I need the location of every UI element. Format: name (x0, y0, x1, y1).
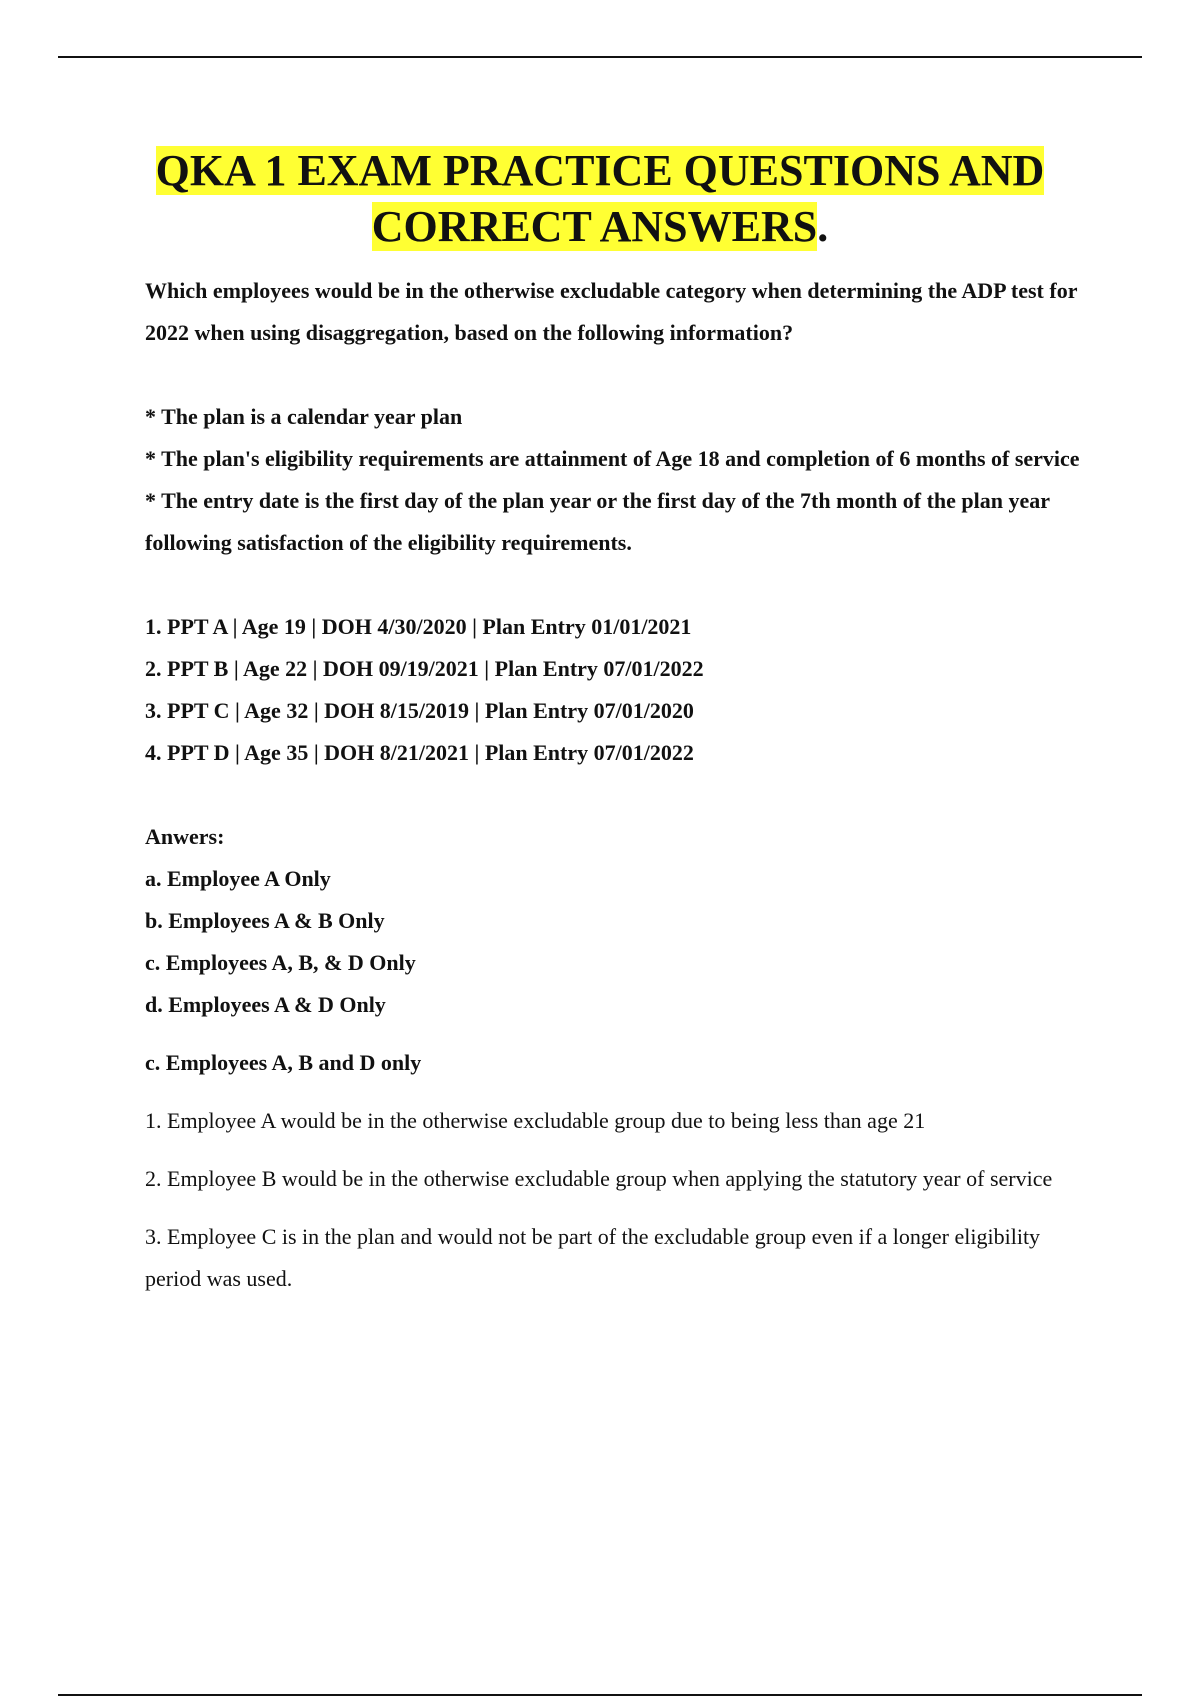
correct-answer: c. Employees A, B and D only (145, 1050, 422, 1075)
spacer (145, 1200, 1085, 1216)
answer-option: d. Employees A & D Only (145, 992, 386, 1017)
title-line-1: QKA 1 EXAM PRACTICE QUESTIONS AND (155, 146, 1045, 195)
title-period: . (817, 202, 829, 251)
explanation-item: 1. Employee A would be in the otherwise excludable group due to being less than age 21 (145, 1108, 926, 1133)
spacer (145, 1084, 1085, 1100)
participant-item: 1. PPT A | Age 19 | DOH 4/30/2020 | Plan Entry 01/01/2021 (145, 614, 692, 639)
condition-item: * The plan's eligibility requirements are attainment of Age 18 and completion of 6 months of service (145, 446, 1080, 471)
answer-option: c. Employees A, B, & D Only (145, 950, 416, 975)
answers-label: Anwers: (145, 824, 225, 849)
condition-item: * The plan is a calendar year plan (145, 404, 463, 429)
spacer (145, 1026, 1085, 1042)
spacer (145, 354, 1085, 396)
page-title (0, 143, 1200, 255)
spacer (145, 774, 1085, 816)
title-line-2: CORRECT ANSWERS (371, 202, 818, 251)
top-rule (58, 56, 1142, 58)
answer-option: b. Employees A & B Only (145, 908, 385, 933)
bottom-rule (58, 1694, 1142, 1696)
participant-item: 2. PPT B | Age 22 | DOH 09/19/2021 | Plan Entry 07/01/2022 (145, 656, 704, 681)
condition-item: * The entry date is the first day of the plan year or the first day of the 7th month of the plan year following satisfaction of the eligibility requirements. (145, 488, 1050, 555)
document-body (145, 270, 1085, 1300)
spacer (145, 564, 1085, 606)
explanation-item: 3. Employee C is in the plan and would not be part of the excludable group even if a longer eligibility period was used. (145, 1224, 1041, 1291)
answer-option: a. Employee A Only (145, 866, 331, 891)
participant-item: 3. PPT C | Age 32 | DOH 8/15/2019 | Plan Entry 07/01/2020 (145, 698, 694, 723)
explanation-item: 2. Employee B would be in the otherwise excludable group when applying the statutory year of service (145, 1166, 1053, 1191)
participant-item: 4. PPT D | Age 35 | DOH 8/21/2021 | Plan Entry 07/01/2022 (145, 740, 694, 765)
spacer (145, 1142, 1085, 1158)
question-text: Which employees would be in the otherwise excludable category when determining the ADP test for 2022 when using disaggregation, based on the following information? (145, 278, 1078, 345)
